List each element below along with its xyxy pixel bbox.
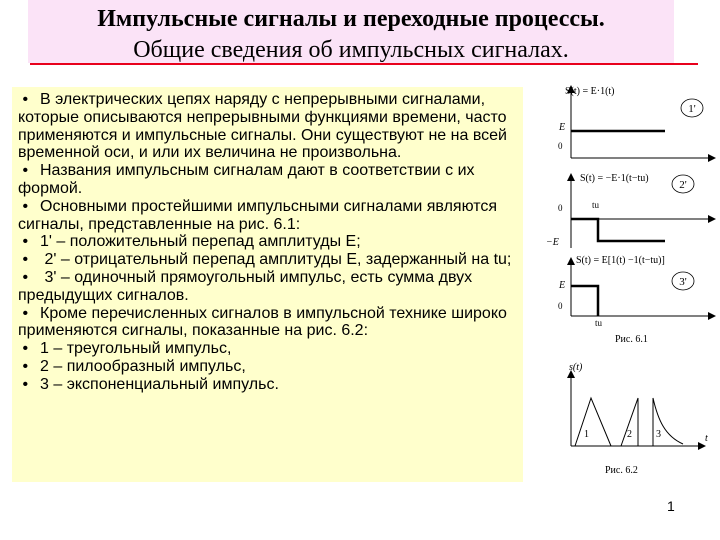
graph4-label-3: 3 [656, 429, 661, 440]
bullet-item: • В электрических цепях наряду с непрерывными сигналами, которые описываются непрерывными функциями времени, часто применяются и импульсные сигналы. Они существуют не на всей временной оси, и или их величина не произвольна. [18, 91, 507, 162]
graph3-signal [571, 286, 598, 316]
graph4-label-1: 1 [584, 429, 589, 440]
graph2-signal [571, 219, 665, 241]
graph3-zero-label: 0 [558, 301, 563, 311]
bullet-item: • Основными простейшими импульсными сигналами являются сигналы, представленные на рис. 6.1: [18, 197, 498, 233]
figure2-caption: Рис. 6.2 [605, 465, 638, 476]
bullet-item: • 2' – отрицательный перепад амплитуды E, задержанный на tu; [18, 251, 512, 269]
title-underline [30, 63, 698, 65]
graph1-tag: 1' [688, 103, 696, 115]
graph4-x-label: t [705, 433, 708, 444]
graph-step-negative [546, 173, 715, 248]
triangular-pulse [575, 398, 611, 446]
graph-rect-pulse [558, 255, 715, 328]
bullet-item: • Названия импульсным сигналам дают в соответствии с их формой. [18, 162, 475, 197]
graph3-tag: 3' [679, 276, 687, 288]
bullet-item: • 1 – треугольный импульс, [18, 340, 232, 358]
bullet-item: • 1' – положительный перепад амплитуды E; [18, 233, 361, 251]
graph1-formula: S(t) = E·1(t) [565, 86, 615, 97]
slide-title: Импульсные сигналы и переходные процессы. [97, 6, 605, 32]
bullet-list [18, 91, 522, 394]
graph3-formula: S(t) = E[1(t) −1(t−tu)] [576, 255, 665, 266]
text-panel [12, 87, 523, 482]
graph2-formula: S(t) = −E·1(t−tu) [580, 173, 649, 184]
graph1-zero-label: 0 [558, 141, 563, 151]
graph2-tag: 2' [679, 179, 687, 191]
signal-figures [525, 78, 720, 488]
bullet-item: • 3' – одиночный прямоугольный импульс, есть сумма двух предыдущих сигналов. [18, 268, 473, 304]
graph4-label-2: 2 [627, 429, 632, 440]
graph2-zero-label: 0 [558, 203, 563, 213]
page-number: 1 [667, 498, 675, 514]
bullet-item: • 2 – пилообразный импульс, [18, 357, 246, 375]
bullet-item: • Кроме перечисленных сигналов в импульсной технике широко применяются сигналы, показанные на рис. 6.2: [18, 304, 507, 340]
graph3-e-label: E [559, 280, 566, 291]
graph2-tu-label: tu [592, 200, 600, 210]
figure1-caption: Рис. 6.1 [615, 334, 648, 345]
graph4-y-label: s(t) [569, 362, 583, 373]
title-box [28, 0, 674, 63]
graph1-e-label: E [559, 122, 566, 133]
graph3-tu-label: tu [595, 318, 603, 328]
graph2-minus-e-label: −E [546, 237, 559, 248]
bullet-item: • 3 – экспоненциальный импульс. [18, 375, 279, 393]
graph-pulse-shapes [569, 362, 708, 446]
graph-step-positive [558, 86, 715, 158]
slide-subtitle: Общие сведения об импульсных сигналах. [133, 37, 569, 63]
